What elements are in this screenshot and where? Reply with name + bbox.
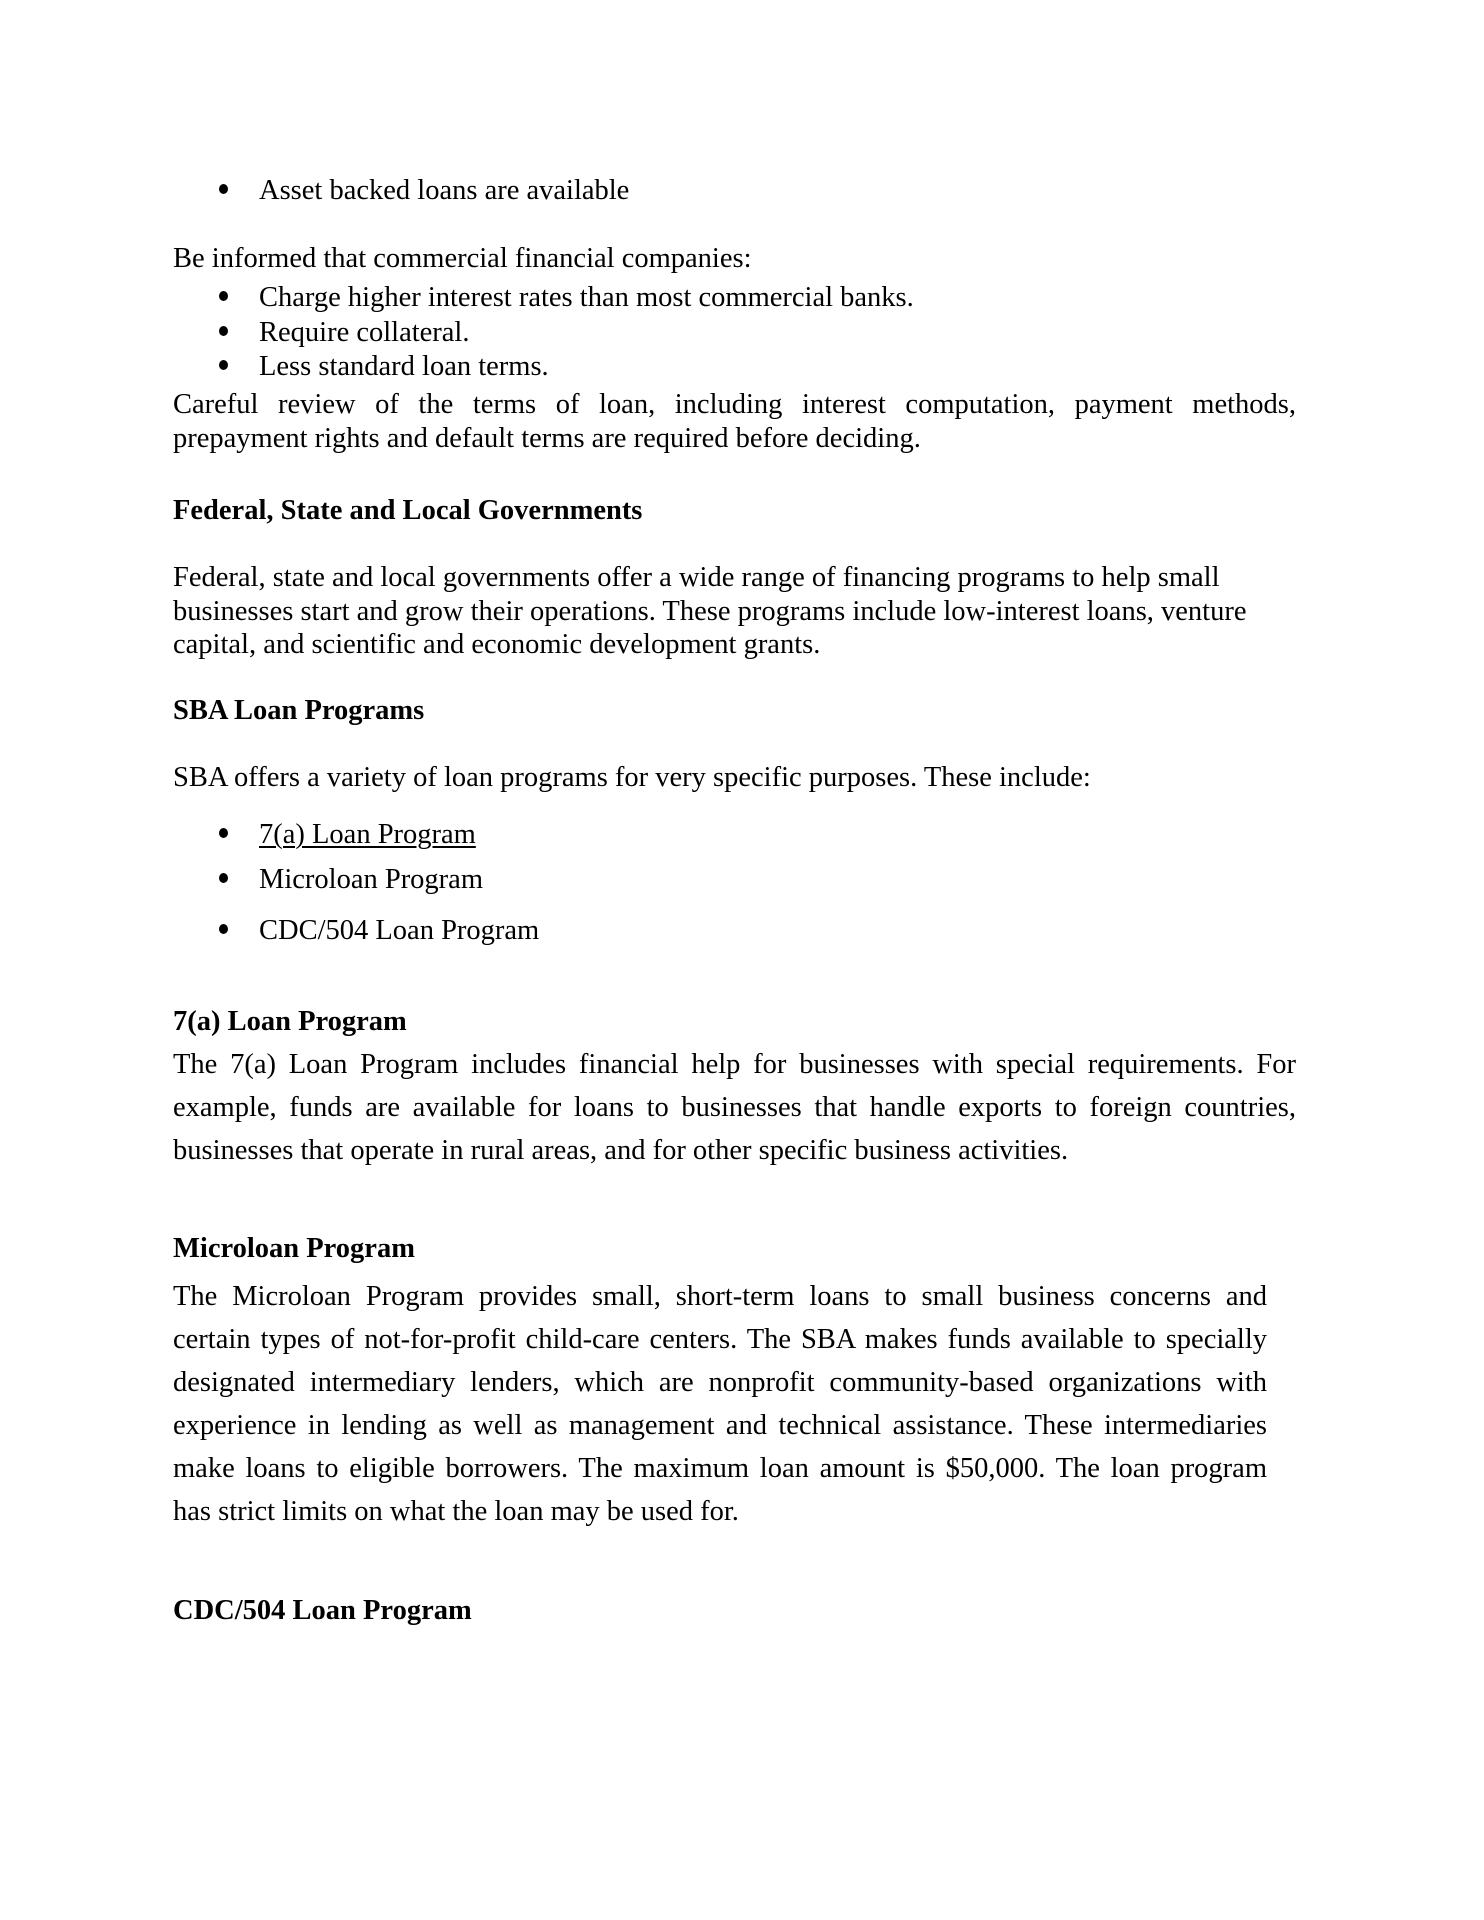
paragraph-line: example, funds are available for loans to businesses that handle exports to foreign countries, — [173, 1092, 1296, 1123]
paragraph-line: make loans to eligible borrowers. The maximum loan amount is $50,000. The loan program — [173, 1453, 1267, 1484]
section-heading: SBA Loan Programs — [173, 695, 425, 726]
paragraph-line: has strict limits on what the loan may be used for. — [173, 1496, 739, 1527]
sba-intro: SBA offers a variety of loan programs for very specific purposes. These include: — [173, 762, 1091, 793]
list-item: Require collateral. — [259, 317, 470, 348]
paragraph-line: designated intermediary lenders, which are nonprofit community-based organizations with — [173, 1367, 1267, 1398]
paragraph-line: experience in lending as well as management and technical assistance. These intermediaries — [173, 1410, 1267, 1441]
list-item: Asset backed loans are available — [259, 175, 630, 206]
section-heading: Microloan Program — [173, 1233, 415, 1264]
paragraph-line: capital, and scientific and economic development grants. — [173, 629, 821, 660]
list-item: Less standard loan terms. — [259, 351, 549, 382]
list-item: Charge higher interest rates than most commercial banks. — [259, 282, 914, 313]
list-item: Microloan Program — [259, 864, 483, 895]
section-heading: 7(a) Loan Program — [173, 1006, 407, 1037]
commercial-lead: Be informed that commercial financial companies: — [173, 243, 752, 274]
program-link-7a[interactable]: 7(a) Loan Program — [259, 819, 476, 850]
bullet-icon — [219, 291, 228, 301]
paragraph-line: prepayment rights and default terms are required before deciding. — [173, 423, 921, 454]
list-item: CDC/504 Loan Program — [259, 915, 540, 946]
paragraph-line: Federal, state and local governments offer a wide range of financing programs to help small — [173, 562, 1220, 593]
bullet-icon — [219, 828, 228, 838]
paragraph-line: businesses that operate in rural areas, and for other specific business activities. — [173, 1135, 1069, 1166]
paragraph-line: The 7(a) Loan Program includes financial help for businesses with special requirements. For — [173, 1049, 1296, 1080]
paragraph-line: Careful review of the terms of loan, including interest computation, payment methods, — [173, 389, 1296, 420]
paragraph-line: The Microloan Program provides small, short-term loans to small business concerns and — [173, 1281, 1267, 1312]
paragraph-line: businesses start and grow their operations. These programs include low-interest loans, venture — [173, 596, 1247, 627]
bullet-icon — [219, 924, 228, 934]
paragraph-line: certain types of not-for-profit child-care centers. The SBA makes funds available to specially — [173, 1324, 1267, 1355]
section-heading: CDC/504 Loan Program — [173, 1595, 472, 1626]
bullet-icon — [219, 360, 228, 370]
bullet-icon — [219, 326, 228, 336]
bullet-icon — [219, 873, 228, 883]
section-heading: Federal, State and Local Governments — [173, 495, 643, 526]
bullet-icon — [219, 184, 228, 194]
